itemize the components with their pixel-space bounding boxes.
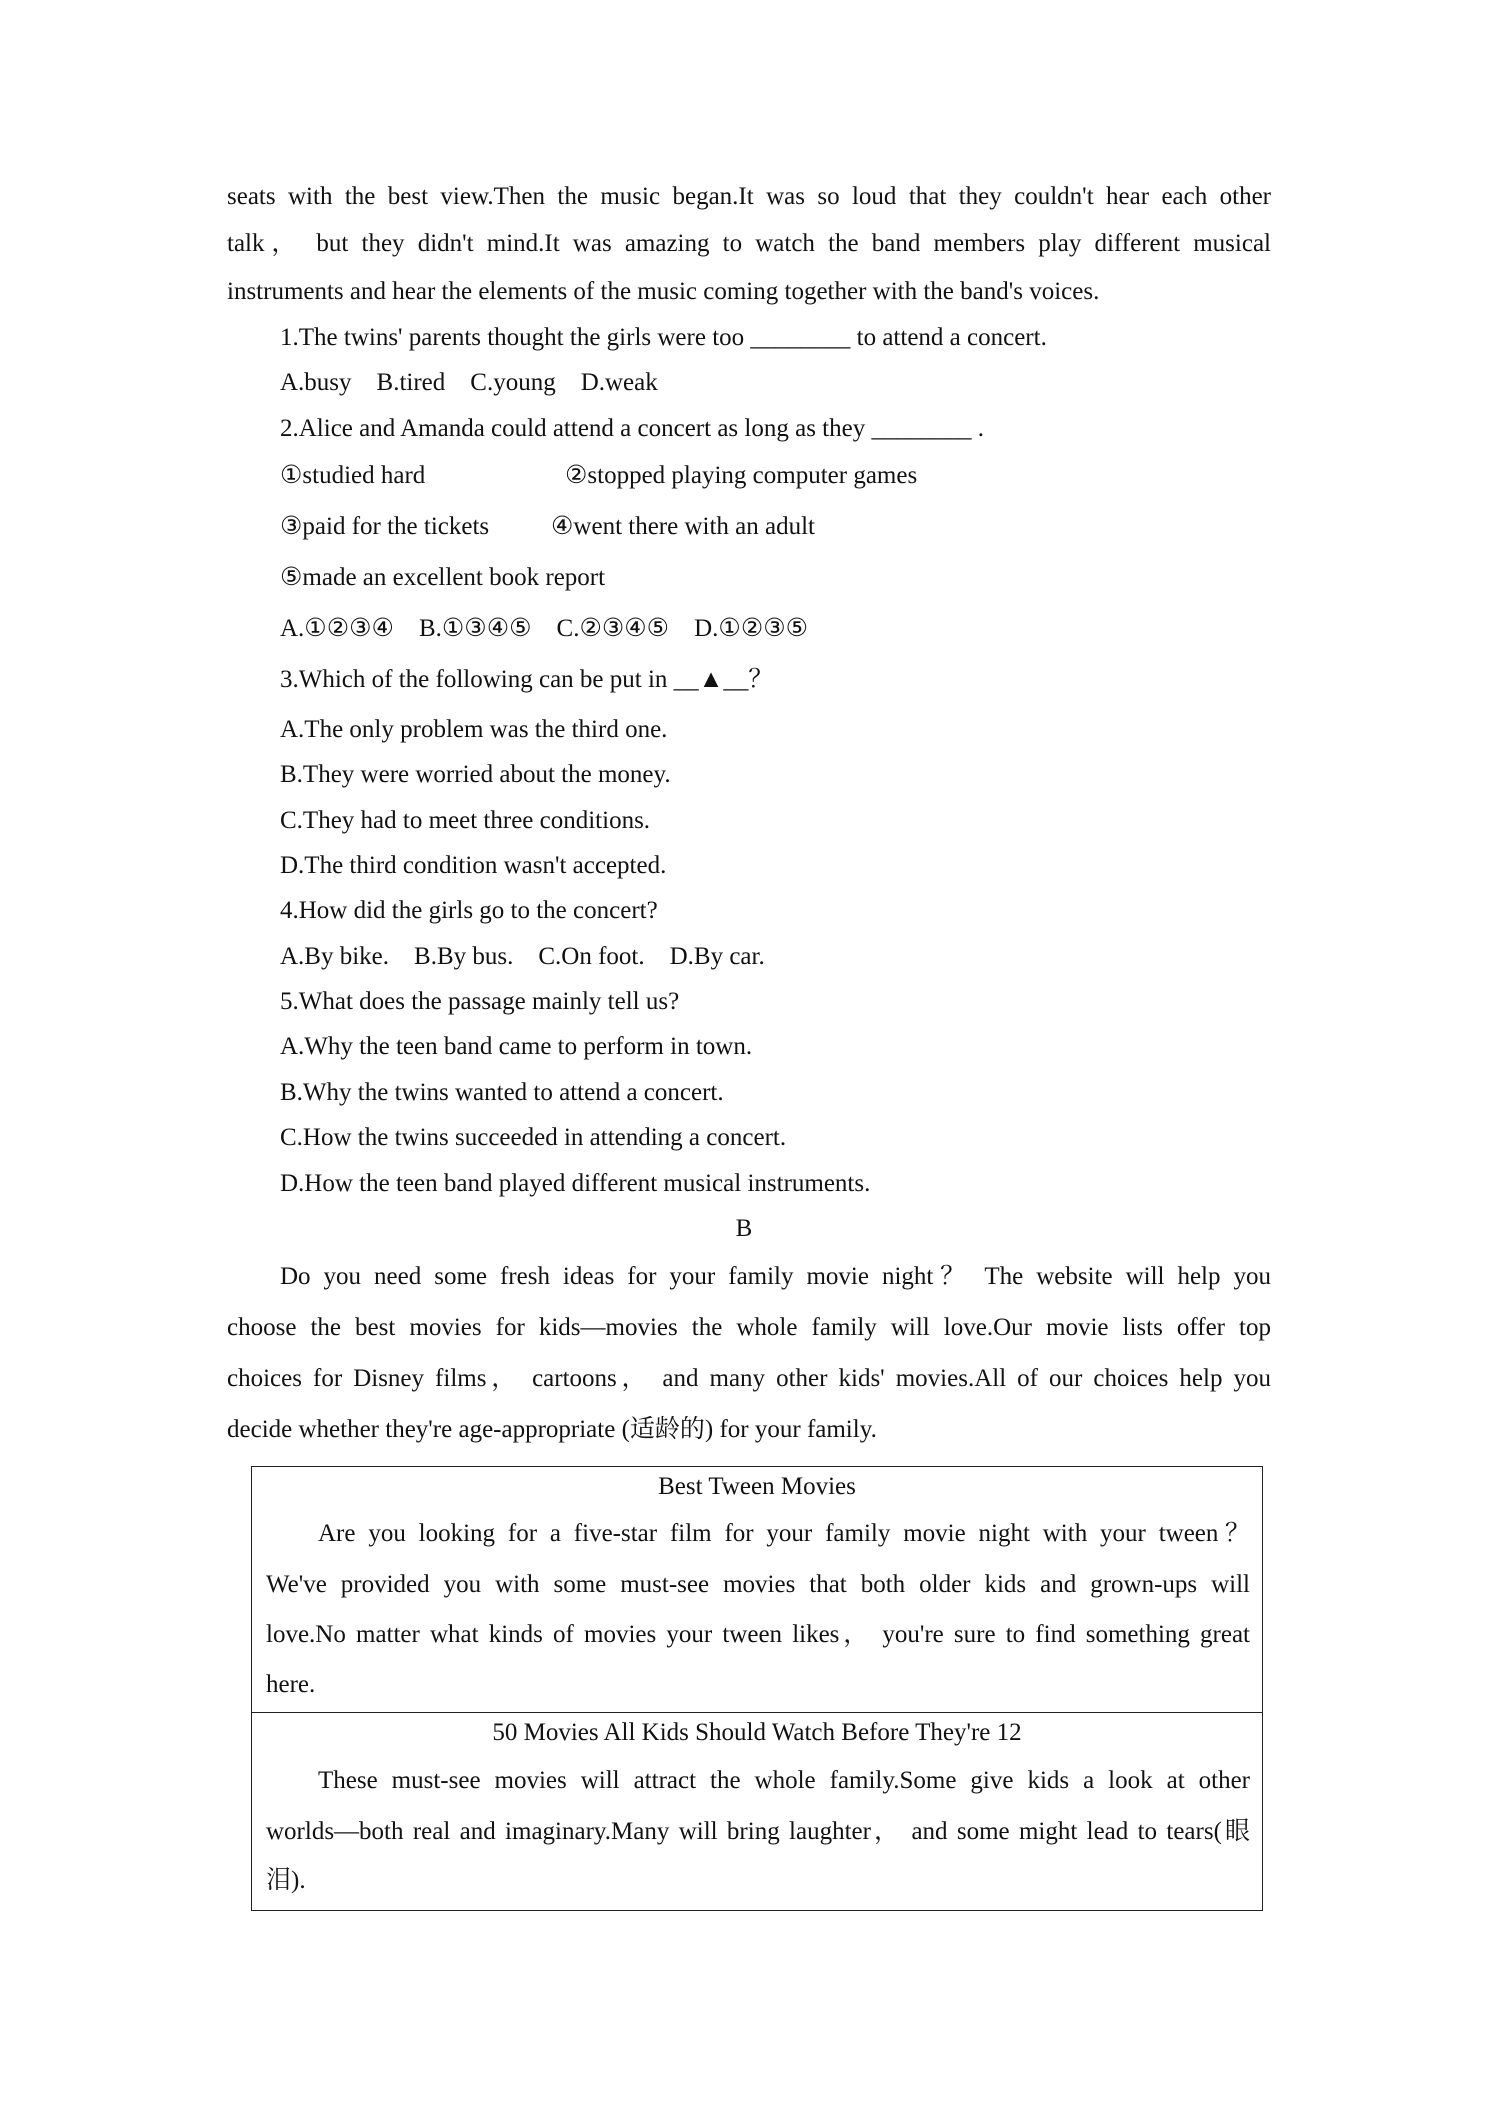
- table-cell-line: worlds—both real and imaginary.Many will bring laughter， and some might lead to tears(眼: [266, 1818, 1250, 1845]
- question-2-item: ③paid for the tickets: [280, 513, 490, 540]
- passage-a-line: seats with the best view.Then the music began.It was so loud that they couldn't hear each other: [227, 183, 1271, 210]
- table-row-divider: [252, 1712, 1262, 1713]
- question-5-option: D.How the teen band played different musical instruments.: [280, 1170, 871, 1197]
- passage-a-line: instruments and hear the elements of the music coming together with the band's voices.: [227, 278, 1100, 305]
- table-cell-line: 泪).: [266, 1867, 306, 1894]
- table-cell-line: love.No matter what kinds of movies your tween likes， you're sure to find something great: [266, 1621, 1250, 1648]
- question-3-stem: 3.Which of the following can be put in __▲__？: [280, 666, 774, 693]
- section-b-intro-line: decide whether they're age-appropriate (适龄的) for your family.: [227, 1416, 877, 1443]
- question-2-item: ④went there with an adult: [551, 513, 816, 540]
- section-b-intro-line: Do you need some fresh ideas for your family movie night？ The website will help you: [280, 1263, 1271, 1290]
- table-cell-line: here.: [266, 1671, 316, 1698]
- table-cell-line: We've provided you with some must-see movies that both older kids and grown-ups will: [266, 1571, 1250, 1598]
- question-4-options: A.By bike. B.By bus. C.On foot. D.By car.: [280, 943, 765, 970]
- question-3-option: A.The only problem was the third one.: [280, 716, 668, 743]
- passage-a-line: talk， but they didn't mind.It was amazing to watch the band members play different musical: [227, 230, 1271, 257]
- question-3-option: B.They were worried about the money.: [280, 761, 671, 788]
- question-2-stem: 2.Alice and Amanda could attend a concert as long as they ________ .: [280, 415, 984, 442]
- table-cell-title: Best Tween Movies: [658, 1473, 856, 1500]
- movie-table: [251, 1466, 1263, 1911]
- question-2-item: ⑤made an excellent book report: [280, 564, 606, 591]
- section-b-intro-line: choices for Disney films， cartoons， and many other kids' movies.All of our choices help you: [227, 1365, 1271, 1392]
- table-cell-title: 50 Movies All Kids Should Watch Before They're 12: [492, 1719, 1022, 1746]
- section-heading: B: [735, 1215, 753, 1242]
- question-2-item: ①studied hard: [280, 462, 426, 489]
- question-2-options: A.①②③④ B.①③④⑤ C.②③④⑤ D.①②③⑤: [280, 615, 809, 642]
- section-b-intro-line: choose the best movies for kids—movies the whole family will love.Our movie lists offer top: [227, 1314, 1271, 1341]
- question-3-option: D.The third condition wasn't accepted.: [280, 852, 667, 879]
- question-4-stem: 4.How did the girls go to the concert?: [280, 897, 658, 924]
- table-cell-line: Are you looking for a five-star film for your family movie night with your tween？: [318, 1520, 1250, 1547]
- question-5-option: C.How the twins succeeded in attending a concert.: [280, 1124, 787, 1151]
- table-cell-line: These must-see movies will attract the whole family.Some give kids a look at other: [318, 1767, 1250, 1794]
- question-1-options: A.busy B.tired C.young D.weak: [280, 369, 658, 396]
- question-5-option: B.Why the twins wanted to attend a concert.: [280, 1079, 724, 1106]
- question-3-option: C.They had to meet three conditions.: [280, 807, 651, 834]
- question-5-option: A.Why the teen band came to perform in town.: [280, 1033, 753, 1060]
- question-5-stem: 5.What does the passage mainly tell us?: [280, 988, 680, 1015]
- question-2-item: ②stopped playing computer games: [565, 462, 918, 489]
- question-1-stem: 1.The twins' parents thought the girls were too ________ to attend a concert.: [280, 324, 1047, 351]
